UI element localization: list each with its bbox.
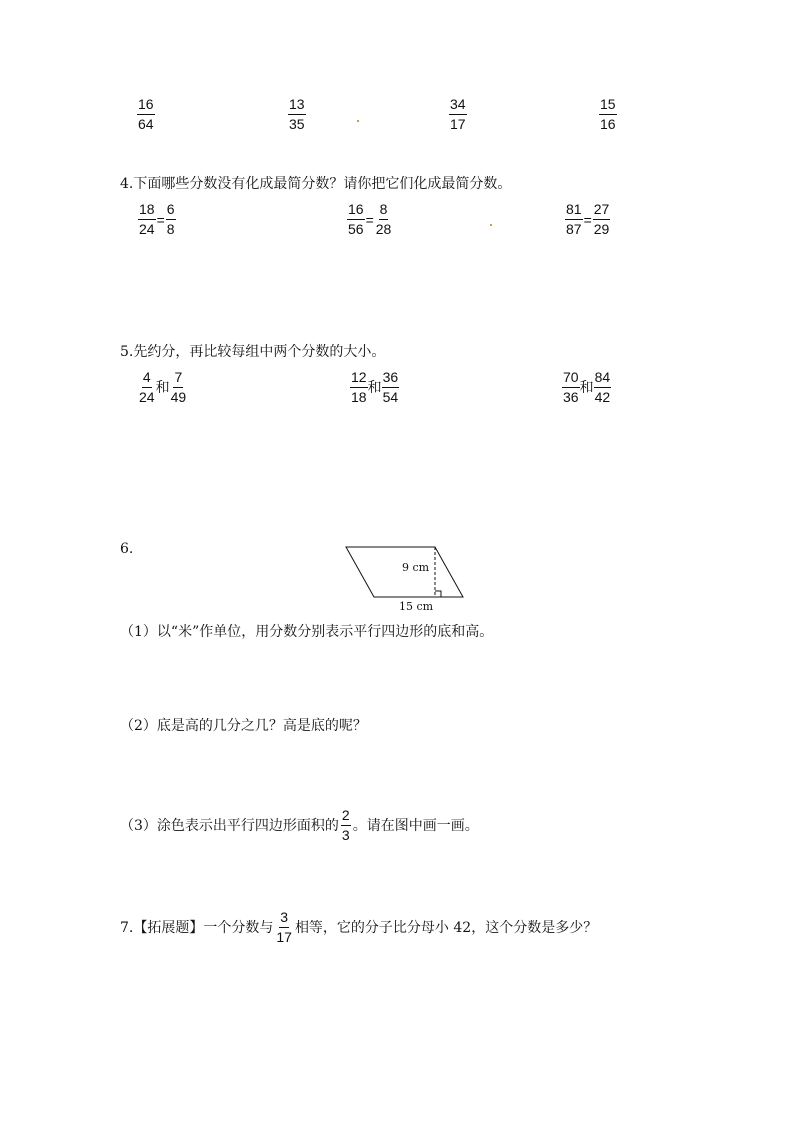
denominator: 35 bbox=[289, 116, 305, 132]
equals-sign: = bbox=[583, 211, 592, 228]
denominator: 8 bbox=[166, 221, 175, 237]
q6-number: 6. bbox=[120, 541, 134, 557]
height-label: 9 cm bbox=[402, 561, 430, 574]
numerator: 15 bbox=[599, 96, 617, 115]
q4-item-2 bbox=[347, 201, 392, 238]
numerator: 16 bbox=[347, 201, 365, 220]
equals-sign: = bbox=[365, 211, 374, 228]
q3-fraction-1 bbox=[137, 96, 155, 133]
numerator: 18 bbox=[138, 201, 156, 220]
speck bbox=[357, 120, 359, 122]
numerator: 2 bbox=[341, 807, 351, 826]
numerator: 34 bbox=[449, 96, 467, 115]
right-angle-mark bbox=[435, 591, 441, 597]
q7 bbox=[120, 909, 597, 946]
numerator: 7 bbox=[173, 369, 183, 388]
q4-item-3 bbox=[565, 201, 610, 238]
numerator: 16 bbox=[137, 96, 155, 115]
denominator: 16 bbox=[600, 116, 616, 132]
q5-title: 5.先约分，再比较每组中两个分数的大小。 bbox=[120, 344, 386, 360]
denominator: 24 bbox=[139, 389, 155, 405]
denominator: 28 bbox=[375, 221, 392, 237]
numerator: 3 bbox=[279, 909, 289, 928]
q6-sub3 bbox=[120, 807, 479, 844]
numerator: 6 bbox=[166, 201, 176, 220]
denominator: 49 bbox=[170, 389, 187, 405]
denominator: 3 bbox=[341, 827, 350, 843]
q5-item-1 bbox=[138, 369, 187, 406]
numerator: 8 bbox=[379, 201, 389, 220]
denominator: 36 bbox=[563, 389, 579, 405]
conjunction: 和 bbox=[367, 379, 382, 396]
speck bbox=[490, 224, 492, 226]
denominator: 54 bbox=[382, 389, 399, 405]
q7-text-before: 7.【拓展题】一个分数与 bbox=[120, 919, 274, 936]
q5-item-3 bbox=[562, 369, 611, 406]
q6-sub1: （1）以“米”作单位，用分数分别表示平行四边形的底和高。 bbox=[120, 624, 494, 640]
numerator: 36 bbox=[382, 369, 400, 388]
numerator: 27 bbox=[593, 201, 611, 220]
denominator: 29 bbox=[593, 221, 610, 237]
parallelogram-figure bbox=[340, 540, 470, 616]
numerator: 70 bbox=[562, 369, 580, 388]
numerator: 4 bbox=[142, 369, 152, 388]
q4-title: 4.下面哪些分数没有化成最简分数？请你把它们化成最简分数。 bbox=[120, 176, 512, 192]
q7-text-after: 相等，它的分子比分母小 42，这个分数是多少？ bbox=[294, 919, 598, 936]
denominator: 87 bbox=[566, 221, 582, 237]
denominator: 17 bbox=[276, 929, 292, 945]
base-label: 15 cm bbox=[399, 600, 434, 613]
denominator: 24 bbox=[139, 221, 155, 237]
denominator: 17 bbox=[450, 116, 466, 132]
denominator: 56 bbox=[348, 221, 364, 237]
denominator: 42 bbox=[594, 389, 611, 405]
numerator: 81 bbox=[565, 201, 583, 220]
q6-sub2: （2）底是高的几分之几？高是底的呢？ bbox=[120, 718, 367, 734]
sub3-text-before: （3）涂色表示出平行四边形面积的 bbox=[120, 817, 339, 834]
q3-fraction-4 bbox=[599, 96, 617, 133]
denominator: 18 bbox=[351, 389, 367, 405]
numerator: 13 bbox=[288, 96, 306, 115]
q4-item-1 bbox=[138, 201, 176, 238]
q5-item-2 bbox=[350, 369, 399, 406]
equals-sign: = bbox=[156, 211, 165, 228]
conjunction: 和 bbox=[155, 379, 170, 396]
numerator: 84 bbox=[594, 369, 612, 388]
q3-fraction-3 bbox=[449, 96, 467, 133]
conjunction: 和 bbox=[579, 379, 594, 396]
q3-fraction-2 bbox=[288, 96, 306, 133]
sub3-text-after: 。请在图中画一画。 bbox=[352, 817, 479, 834]
denominator: 64 bbox=[138, 116, 154, 132]
numerator: 12 bbox=[350, 369, 368, 388]
